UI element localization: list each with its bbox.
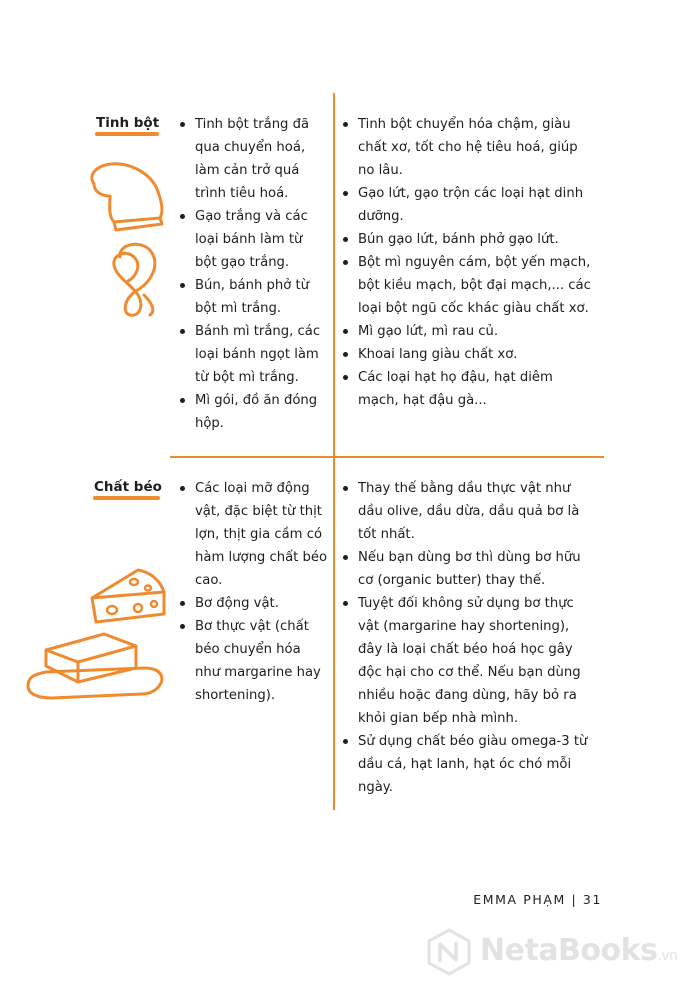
cheese-icon	[86, 562, 170, 630]
list-item: Sử dụng chất béo giàu omega-3 từ dầu cá, hạt lanh, hạt óc chó mỗi ngày.	[341, 730, 593, 799]
fat-prefer-list	[341, 477, 593, 799]
list-item: Thay thế bằng dầu thực vật như dầu olive, dầu dừa, dầu quả bơ là tốt nhất.	[341, 477, 593, 546]
starch-prefer-list	[341, 113, 596, 412]
list-item: Gạo trắng và các loại bánh làm từ bột gạo trắng.	[178, 205, 326, 274]
list-item: Mì gạo lứt, mì rau củ.	[341, 320, 596, 343]
list-item: Nếu bạn dùng bơ thì dùng bơ hữu cơ (organic butter) thay thế.	[341, 546, 593, 592]
list-item: Bánh mì trắng, các loại bánh ngọt làm từ bột mì trắng.	[178, 320, 326, 389]
list-item: Tinh bột trắng đã qua chuyển hoá, làm cản trở quá trình tiêu hoá.	[178, 113, 326, 205]
horizontal-divider	[170, 456, 604, 458]
list-item: Các loại hạt họ đậu, hạt diêm mạch, hạt đậu gà...	[341, 366, 596, 412]
list-item: Mì gói, đồ ăn đóng hộp.	[178, 389, 326, 435]
butter-icon	[24, 624, 166, 704]
list-item: Bún, bánh phở từ bột mì trắng.	[178, 274, 326, 320]
bread-slice-icon	[80, 158, 170, 238]
list-item: Bơ động vật.	[178, 592, 328, 615]
list-item: Tinh bột chuyển hóa chậm, giàu chất xơ, tốt cho hệ tiêu hoá, giúp no lâu.	[341, 113, 596, 182]
list-item: Các loại mỡ động vật, đặc biệt từ thịt lợn, thịt gia cầm có hàm lượng chất béo cao.	[178, 477, 328, 592]
fat-avoid-list	[178, 477, 328, 707]
list-item: Bún gạo lứt, bánh phở gạo lứt.	[341, 228, 596, 251]
list-item: Bột mì nguyên cám, bột yến mạch, bột kiều mạch, bột đại mạch,... các loại bột ngũ cốc khác giàu chất xơ.	[341, 251, 596, 320]
list-item: Khoai lang giàu chất xơ.	[341, 343, 596, 366]
list-item: Gạo lứt, gạo trộn các loại hạt dinh dưỡng.	[341, 182, 596, 228]
page-footer: EMMA PHẠM | 31	[473, 892, 602, 907]
list-item: Tuyệt đối không sử dụng bơ thực vật (margarine hay shortening), đây là loại chất béo hoá học gây độc hại cho cơ thể. Nếu bạn dùng nhiều hoặc đang dùng, hãy bỏ ra khỏi gian bếp nhà mình.	[341, 592, 593, 730]
watermark	[424, 924, 694, 980]
netabooks-logo-icon	[426, 928, 472, 976]
watermark-brand: NetaBooks	[480, 933, 658, 968]
pretzel-icon	[100, 235, 170, 320]
list-item: Bơ thực vật (chất béo chuyển hóa như margarine hay shortening).	[178, 615, 328, 707]
section-label-underline	[93, 496, 160, 500]
vertical-divider	[333, 93, 335, 810]
section-label-underline	[95, 132, 159, 136]
starch-avoid-list	[178, 113, 326, 435]
section-label-fat: Chất béo	[94, 479, 162, 495]
section-label-starch: Tinh bột	[96, 115, 160, 131]
watermark-suffix: .vn	[657, 948, 678, 964]
